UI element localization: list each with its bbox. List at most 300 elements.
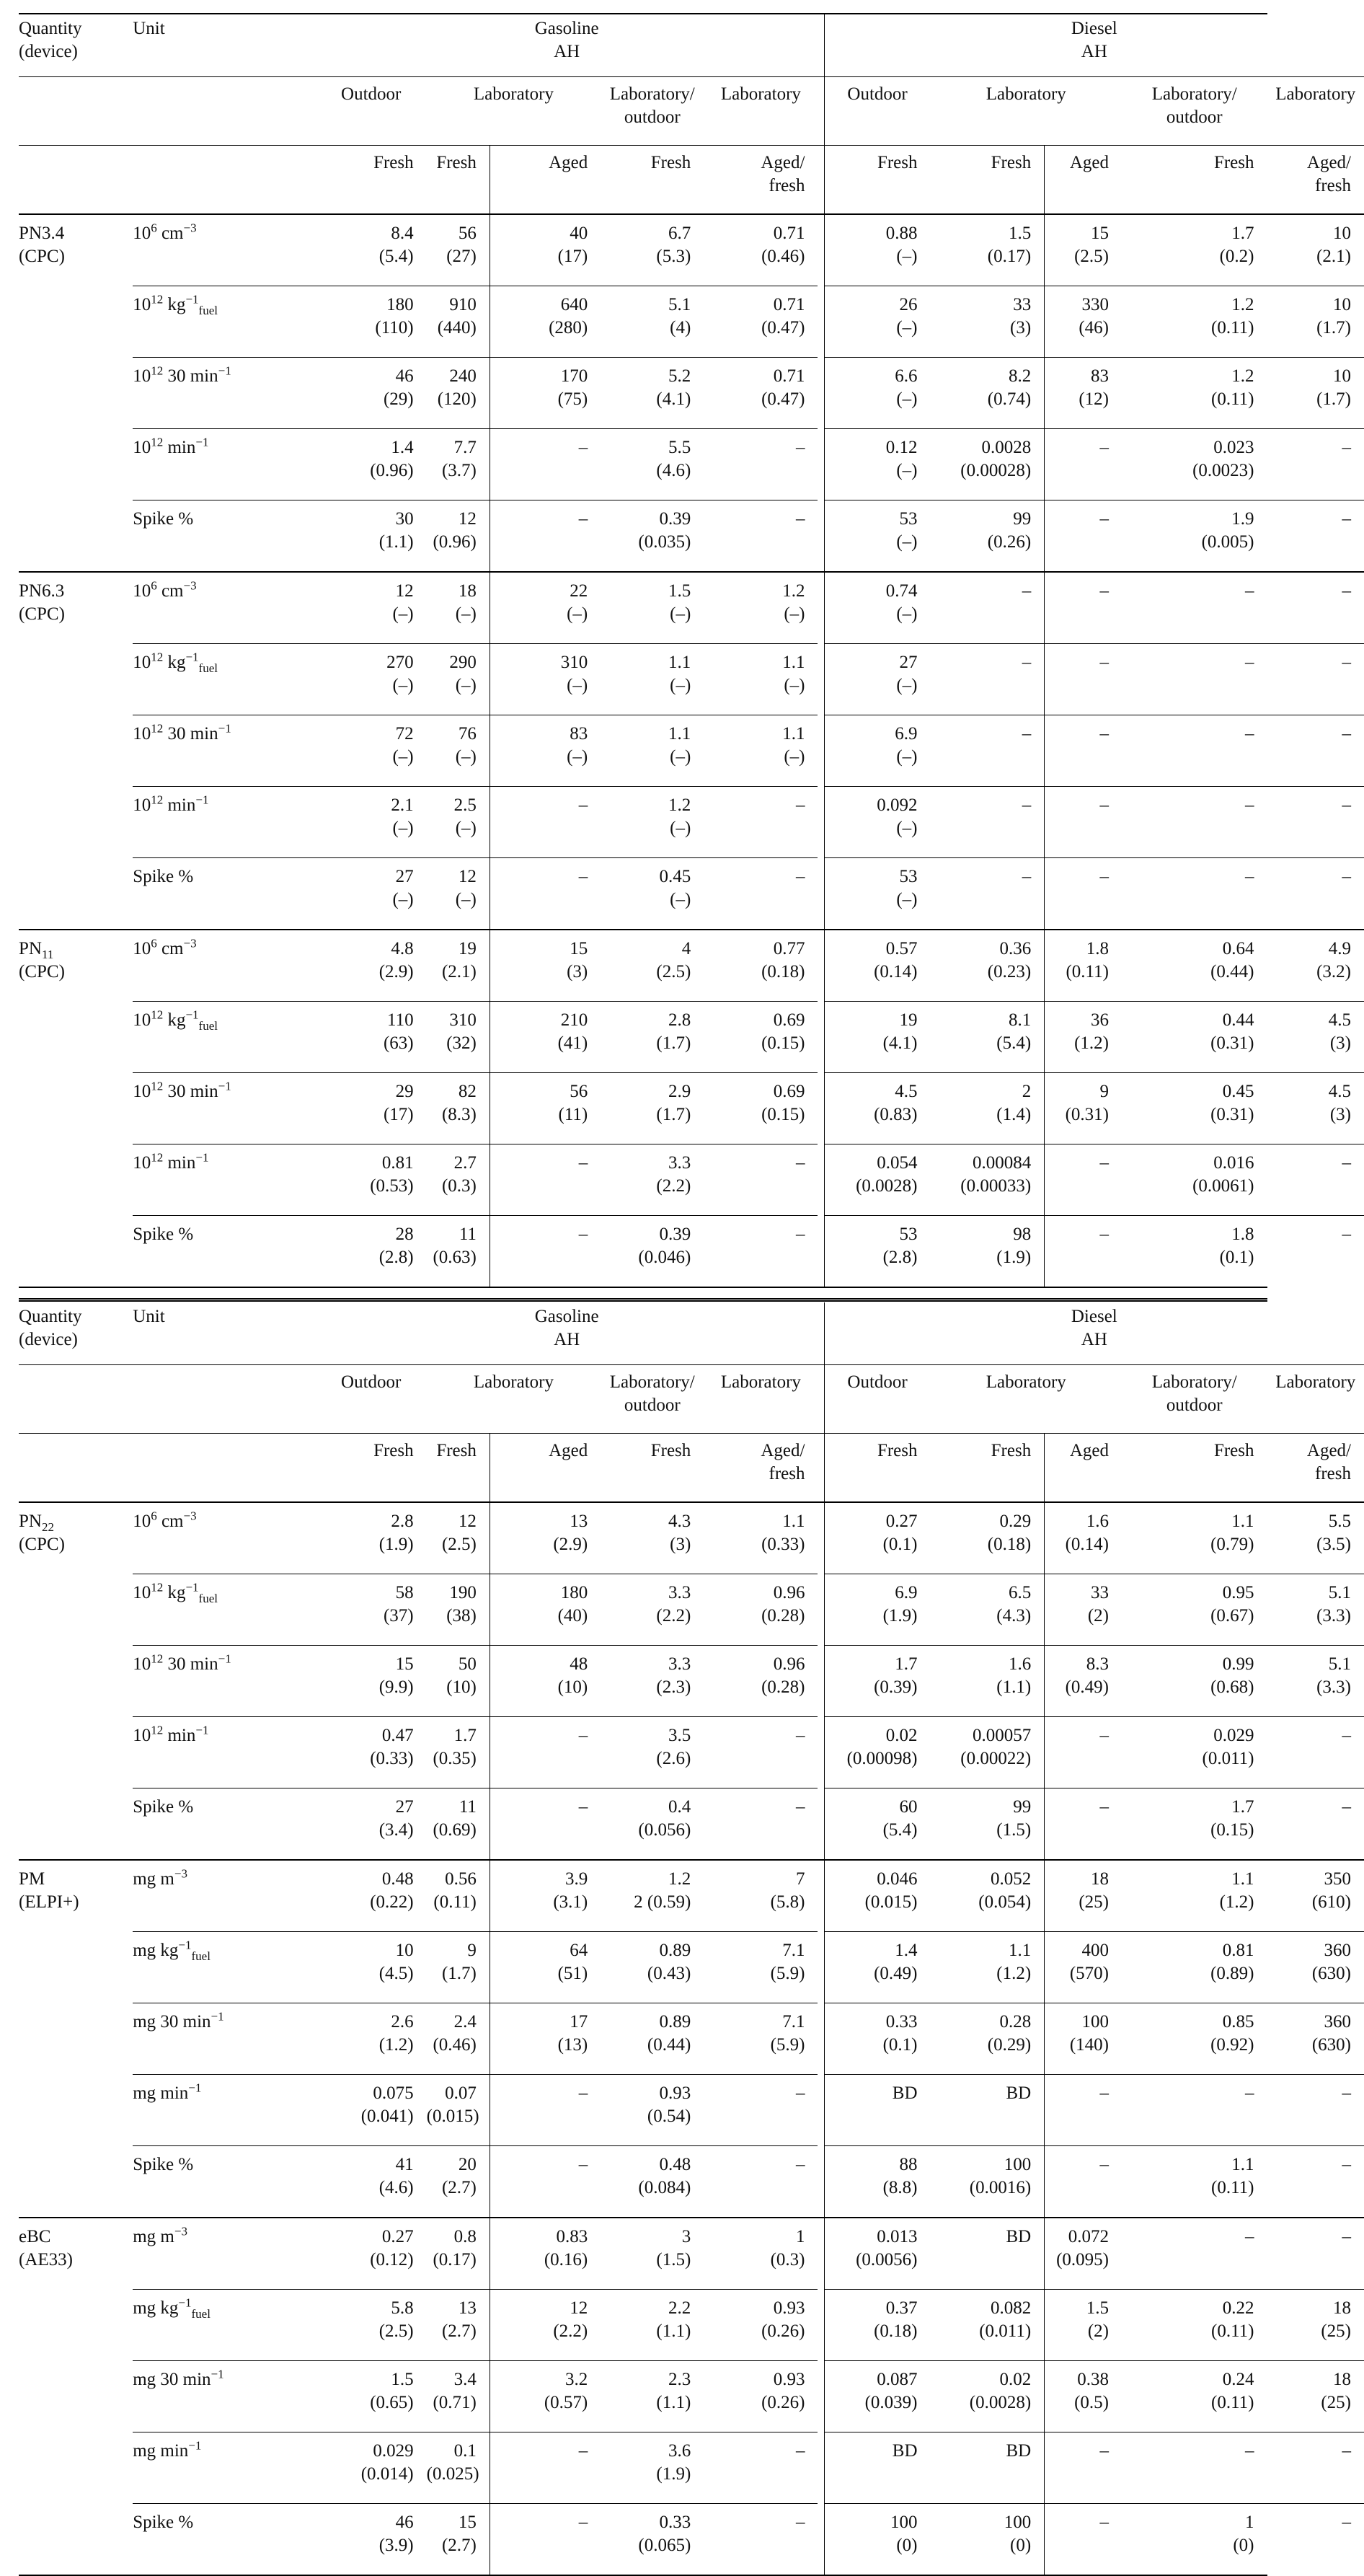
value-cell — [427, 1646, 490, 1717]
value-mean: 1.4 — [391, 438, 414, 457]
value-mean: 0.029 — [1213, 1726, 1254, 1745]
value-cell — [427, 644, 490, 715]
quantity-subscript: 22 — [41, 1520, 54, 1534]
value-sd: (10) — [446, 1677, 477, 1697]
value-sd: (1.1) — [656, 2393, 691, 2412]
value-cell — [316, 572, 427, 644]
value-mean: 0.4 — [668, 1797, 691, 1817]
value-cell — [601, 1788, 704, 1861]
value-mean: – — [795, 795, 805, 815]
value-cell — [704, 2146, 818, 2218]
value-mean: 22 — [570, 581, 588, 601]
value-mean: 1 — [1245, 2513, 1254, 2532]
unit-base: Spike % — [133, 867, 194, 886]
value-mean: 0.07 — [445, 2083, 477, 2103]
unit-text: cm — [156, 939, 184, 958]
value-mean: 72 — [395, 724, 414, 744]
value-sd: (2.5) — [441, 1535, 477, 1554]
unit-cell — [133, 644, 316, 715]
value-cell — [704, 715, 818, 787]
value-cell — [490, 1144, 601, 1216]
value-sd: (0.041) — [360, 2107, 414, 2126]
value-cell — [490, 1502, 601, 1574]
value-cell — [1267, 2146, 1364, 2218]
header-outdoor — [316, 1365, 427, 1434]
unit-base: 10 — [133, 1583, 151, 1602]
unit-exponent: −1 — [218, 1651, 231, 1666]
value-mean: 1.6 — [1008, 1654, 1032, 1674]
value-sd: (0.44) — [647, 2035, 691, 2055]
value-cell — [601, 2432, 704, 2504]
header-outdoor — [824, 1365, 930, 1434]
unit-cell — [133, 2003, 316, 2075]
value-mean: 5.1 — [1328, 1583, 1351, 1602]
value-cell — [931, 429, 1045, 500]
value-mean: 53 — [899, 509, 918, 529]
header-aged-fresh-line1: Aged/ — [1306, 153, 1351, 172]
value-cell — [316, 858, 427, 930]
header-ah-label: AH — [554, 1330, 580, 1349]
value-cell — [1045, 2432, 1122, 2504]
value-mean: – — [795, 867, 805, 886]
value-sd: (0.67) — [1210, 1606, 1254, 1626]
value-sd: (3.7) — [441, 461, 477, 480]
header-quantity — [19, 14, 133, 77]
value-sd: (0.014) — [360, 2464, 414, 2484]
value-mean: 0.8 — [453, 2227, 477, 2246]
table-row — [19, 1574, 1364, 1646]
value-sd: (440) — [437, 318, 477, 338]
value-cell — [316, 1574, 427, 1646]
value-mean: BD — [1006, 2083, 1032, 2103]
value-cell — [1122, 1646, 1267, 1717]
value-cell — [490, 2432, 601, 2504]
value-sd: (1.7) — [656, 1105, 691, 1124]
value-mean: 4.5 — [1328, 1010, 1351, 1030]
value-sd: (0.31) — [1210, 1033, 1254, 1053]
unit-exponent: −3 — [174, 2224, 187, 2238]
value-sd: (0.00033) — [960, 1176, 1032, 1196]
value-cell — [1267, 1144, 1364, 1216]
value-cell — [1267, 2075, 1364, 2146]
value-sd: (0.0061) — [1192, 1176, 1254, 1196]
table-row — [19, 1002, 1364, 1073]
value-cell — [1267, 358, 1364, 429]
value-mean: – — [795, 1153, 805, 1173]
value-mean: 0.016 — [1213, 1153, 1254, 1173]
value-mean: 2.1 — [391, 795, 414, 815]
header-laboratory — [427, 77, 601, 146]
value-sd: (0.11) — [1066, 962, 1109, 982]
value-sd: (3.5) — [1316, 1535, 1351, 1554]
value-sd: (5.9) — [770, 2035, 805, 2055]
unit-subscript: fuel — [198, 1592, 218, 1605]
value-sd: (0.18) — [874, 2321, 918, 2341]
header-aged-fresh — [1267, 146, 1364, 215]
value-cell — [601, 500, 704, 573]
value-mean: – — [1245, 724, 1254, 744]
value-cell — [427, 572, 490, 644]
value-cell — [427, 858, 490, 930]
value-cell — [1267, 1860, 1364, 1932]
value-cell — [824, 1574, 930, 1646]
value-sd: (0.26) — [987, 532, 1032, 552]
value-cell — [490, 500, 601, 573]
value-sd: (0.5) — [1074, 2393, 1109, 2412]
unit-cell — [133, 1002, 316, 1073]
header-laboratory — [931, 77, 1122, 146]
value-cell — [1267, 1932, 1364, 2003]
value-sd: (0.00028) — [960, 461, 1032, 480]
quantity-label: eBC — [19, 2227, 51, 2246]
header-fresh-label: Fresh — [373, 1441, 414, 1460]
unit-exponent: −1 — [195, 793, 209, 807]
value-sd: (120) — [437, 389, 477, 409]
value-mean: 56 — [570, 1082, 588, 1101]
value-mean: 0.29 — [999, 1512, 1032, 1531]
value-sd: (–) — [670, 819, 691, 838]
unit-exponent: −1 — [195, 1150, 209, 1165]
value-sd: (0.14) — [874, 962, 918, 982]
value-sd: (2.5) — [1074, 247, 1109, 266]
unit-exponent: −3 — [183, 221, 197, 235]
value-sd: (0.0028) — [969, 2393, 1032, 2412]
value-cell — [931, 1002, 1045, 1073]
value-mean: 88 — [899, 2155, 918, 2174]
header-aged-fresh-line2: fresh — [1315, 1464, 1351, 1483]
table-row — [19, 2504, 1364, 2576]
value-sd: (–) — [392, 890, 414, 909]
value-sd: (0.71) — [433, 2393, 477, 2412]
unit-cell — [133, 429, 316, 500]
header-outdoor — [824, 77, 930, 146]
unit-base: Spike % — [133, 1797, 194, 1817]
value-cell — [490, 572, 601, 644]
value-cell — [1267, 787, 1364, 858]
value-cell — [601, 1860, 704, 1932]
value-mean: 10 — [395, 1941, 414, 1960]
header-laboratory-label: Laboratory — [986, 84, 1066, 104]
value-sd: (17) — [557, 247, 588, 266]
value-mean: 100 — [1004, 2155, 1032, 2174]
value-sd: (3.3) — [1316, 1677, 1351, 1697]
header-aged-label: Aged — [549, 1441, 588, 1460]
value-cell — [427, 1144, 490, 1216]
value-sd: (–) — [670, 890, 691, 909]
value-mean: – — [1099, 1726, 1109, 1745]
value-cell — [1267, 214, 1364, 286]
unit-cell — [133, 1073, 316, 1144]
value-mean: 8.4 — [391, 224, 414, 243]
value-cell — [704, 930, 818, 1002]
quantity-cell — [19, 2218, 133, 2575]
unit-cell — [133, 214, 316, 286]
value-mean: 9 — [467, 1941, 477, 1960]
value-sd: (0.47) — [761, 318, 805, 338]
value-mean: 310 — [449, 1010, 477, 1030]
unit-text: kg — [163, 295, 186, 314]
unit-text: min — [163, 1153, 196, 1173]
value-mean: 350 — [1324, 1869, 1351, 1889]
value-cell — [427, 1717, 490, 1788]
value-mean: 0.013 — [877, 2227, 918, 2246]
value-mean: 3 — [681, 2227, 691, 2246]
value-sd: (0.35) — [433, 1749, 477, 1768]
value-cell — [316, 2146, 427, 2218]
value-mean: – — [1342, 509, 1351, 529]
unit-exponent: −1 — [195, 435, 209, 449]
value-cell — [704, 1216, 818, 1288]
value-mean: 2.7 — [453, 1153, 477, 1173]
value-mean: 0.24 — [1222, 2370, 1254, 2389]
value-mean: 0.81 — [381, 1153, 414, 1173]
value-cell — [931, 2146, 1045, 2218]
value-mean: 2.9 — [668, 1082, 691, 1101]
value-mean: 12 — [458, 1512, 477, 1531]
value-cell — [1045, 500, 1122, 573]
value-sd: (0.11) — [1211, 389, 1254, 409]
value-sd: (610) — [1311, 1892, 1351, 1912]
header-lab-outdoor — [601, 1365, 704, 1434]
value-mean: – — [1245, 2083, 1254, 2103]
value-mean: – — [1099, 2083, 1109, 2103]
value-cell — [824, 572, 930, 644]
value-cell — [490, 1717, 601, 1788]
value-cell — [824, 644, 930, 715]
value-cell — [601, 1646, 704, 1717]
header-aged — [490, 1434, 601, 1503]
unit-exponent: 12 — [151, 650, 164, 664]
value-cell — [931, 2504, 1045, 2576]
value-cell — [316, 1932, 427, 2003]
value-sd: (38) — [446, 1606, 477, 1626]
header-aged-fresh-line1: Aged/ — [761, 153, 805, 172]
table-row — [19, 429, 1364, 500]
header-aged-label: Aged — [1069, 1441, 1109, 1460]
value-mean: 3.4 — [453, 2370, 477, 2389]
value-mean: 46 — [395, 366, 414, 386]
value-cell — [1122, 2290, 1267, 2361]
value-mean: 18 — [1333, 2370, 1351, 2389]
unit-base: 10 — [133, 1726, 151, 1745]
value-mean: 3.3 — [668, 1153, 691, 1173]
unit-text: 30 min — [163, 366, 218, 386]
value-mean: 1.5 — [1008, 224, 1032, 243]
value-sd: (0.96) — [433, 532, 477, 552]
value-sd: (0.74) — [987, 389, 1032, 409]
value-cell — [824, 2290, 930, 2361]
value-sd: (0.011) — [1202, 1749, 1254, 1768]
value-mean: 18 — [1333, 2298, 1351, 2318]
unit-cell — [133, 2432, 316, 2504]
value-mean: – — [795, 1225, 805, 1244]
value-cell — [490, 1860, 601, 1932]
value-sd: (3.4) — [378, 1820, 414, 1840]
value-cell — [601, 1002, 704, 1073]
value-sd: (2.9) — [378, 962, 414, 982]
value-sd: (–) — [392, 604, 414, 624]
value-cell — [316, 1216, 427, 1288]
value-sd: (1.9) — [656, 2464, 691, 2484]
value-sd: (46) — [1079, 318, 1109, 338]
value-cell — [490, 1788, 601, 1861]
value-cell — [427, 1860, 490, 1932]
value-cell — [704, 1073, 818, 1144]
value-cell — [316, 2504, 427, 2576]
value-mean: 0.00084 — [972, 1153, 1032, 1173]
value-cell — [601, 286, 704, 358]
value-mean: 0.39 — [659, 509, 691, 529]
header-fresh — [316, 1434, 427, 1503]
quantity-cell — [19, 930, 133, 1287]
value-cell — [931, 1717, 1045, 1788]
value-mean: – — [578, 795, 588, 815]
value-cell — [704, 358, 818, 429]
unit-exponent: −1 — [195, 1723, 209, 1737]
value-mean: 10 — [1333, 295, 1351, 314]
value-cell — [1122, 2075, 1267, 2146]
value-sd: (0.0056) — [856, 2250, 918, 2270]
unit-exponent: 12 — [151, 1079, 164, 1093]
header-laboratory — [1267, 1365, 1364, 1434]
unit-text: kg — [163, 653, 186, 672]
value-mean: 0.45 — [1222, 1082, 1254, 1101]
header-aged-fresh — [1267, 1434, 1364, 1503]
value-mean: 1.1 — [782, 724, 805, 744]
table-row — [19, 1788, 1364, 1861]
value-sd: (–) — [784, 604, 805, 624]
value-mean: 19 — [458, 939, 477, 958]
value-sd: (1.2) — [1219, 1892, 1254, 1912]
value-cell — [704, 1717, 818, 1788]
value-mean: 0.71 — [773, 366, 805, 386]
value-mean: 360 — [1324, 1941, 1351, 1960]
value-mean: – — [795, 509, 805, 529]
header-diesel — [824, 14, 1364, 77]
value-sd: (–) — [567, 604, 588, 624]
value-mean: – — [1099, 1225, 1109, 1244]
value-sd: (75) — [557, 389, 588, 409]
value-mean: 46 — [395, 2513, 414, 2532]
value-cell — [931, 1216, 1045, 1288]
value-sd: (1.7) — [1316, 389, 1351, 409]
value-mean: 0.27 — [885, 1512, 918, 1531]
value-cell — [704, 644, 818, 715]
value-mean: 180 — [386, 295, 414, 314]
value-cell — [931, 286, 1045, 358]
value-sd: (8.3) — [441, 1105, 477, 1124]
value-mean: 18 — [1090, 1869, 1109, 1889]
header-aged-fresh-line2: fresh — [1315, 176, 1351, 195]
unit-base: mg m — [133, 2227, 174, 2246]
unit-exponent: 12 — [151, 363, 164, 378]
quantity-cell — [19, 214, 133, 572]
value-cell — [1122, 572, 1267, 644]
unit-exponent: −3 — [183, 936, 197, 950]
header-gasoline-label: Gasoline — [534, 1307, 599, 1326]
value-mean: 0.88 — [885, 224, 918, 243]
value-sd: (0.29) — [987, 2035, 1032, 2055]
value-cell — [1267, 1646, 1364, 1717]
value-cell — [427, 1216, 490, 1288]
unit-cell — [133, 2504, 316, 2576]
value-mean: 0.69 — [773, 1010, 805, 1030]
value-mean: 400 — [1081, 1941, 1109, 1960]
value-mean: 0.046 — [877, 1869, 918, 1889]
value-mean: 41 — [395, 2155, 414, 2174]
unit-exponent: −1 — [178, 1938, 192, 1952]
value-cell — [316, 358, 427, 429]
value-cell — [490, 214, 601, 286]
header-aged — [490, 146, 601, 215]
value-sd: (41) — [557, 1033, 588, 1053]
value-mean: 1.9 — [1231, 509, 1254, 529]
value-cell — [601, 1144, 704, 1216]
unit-text: min — [163, 438, 196, 457]
unit-base: Spike % — [133, 509, 194, 529]
unit-exponent: 6 — [151, 578, 157, 593]
value-cell — [824, 429, 930, 500]
value-mean: – — [795, 2441, 805, 2461]
value-cell — [824, 2504, 930, 2576]
value-mean: 1.5 — [1086, 2298, 1109, 2318]
value-cell — [1045, 1860, 1122, 1932]
value-sd: (3.3) — [1316, 1606, 1351, 1626]
value-mean: 11 — [459, 1225, 477, 1244]
value-cell — [824, 500, 930, 573]
value-cell — [1267, 644, 1364, 715]
value-cell — [824, 787, 930, 858]
value-sd: (2.7) — [441, 2178, 477, 2197]
unit-cell — [133, 930, 316, 1002]
value-mean: 4.3 — [668, 1512, 691, 1531]
value-sd: (2.7) — [441, 2536, 477, 2555]
value-cell — [427, 1073, 490, 1144]
value-sd: (0.3) — [770, 2250, 805, 2270]
value-mean: 15 — [395, 1654, 414, 1674]
value-mean: 0.023 — [1213, 438, 1254, 457]
header-laboratory — [704, 77, 818, 146]
unit-cell — [133, 2075, 316, 2146]
value-cell — [824, 2218, 930, 2290]
unit-text: min — [163, 795, 196, 815]
value-cell — [1122, 644, 1267, 715]
value-cell — [824, 1502, 930, 1574]
value-mean: 15 — [458, 2513, 477, 2532]
unit-cell — [133, 2218, 316, 2290]
value-mean: 3.5 — [668, 1726, 691, 1745]
value-mean: 0.48 — [659, 2155, 691, 2174]
value-cell — [601, 1574, 704, 1646]
value-sd: (4.1) — [656, 389, 691, 409]
value-mean: – — [1022, 867, 1032, 886]
value-mean: 210 — [560, 1010, 588, 1030]
value-mean: 10 — [1333, 366, 1351, 386]
value-cell — [824, 715, 930, 787]
unit-base: 10 — [133, 724, 151, 744]
value-mean: 0.89 — [659, 1941, 691, 1960]
value-sd: (2.1) — [1316, 247, 1351, 266]
header-fresh — [931, 1434, 1045, 1503]
value-mean: 6.6 — [895, 366, 918, 386]
value-sd: (0.16) — [544, 2250, 588, 2270]
value-cell — [316, 2361, 427, 2432]
value-sd: (2.9) — [553, 1535, 588, 1554]
unit-cell — [133, 787, 316, 858]
value-cell — [1045, 429, 1122, 500]
header-lab-outdoor-line1: Laboratory/ — [609, 1372, 695, 1392]
header-laboratory-label: Laboratory — [1275, 1372, 1356, 1392]
